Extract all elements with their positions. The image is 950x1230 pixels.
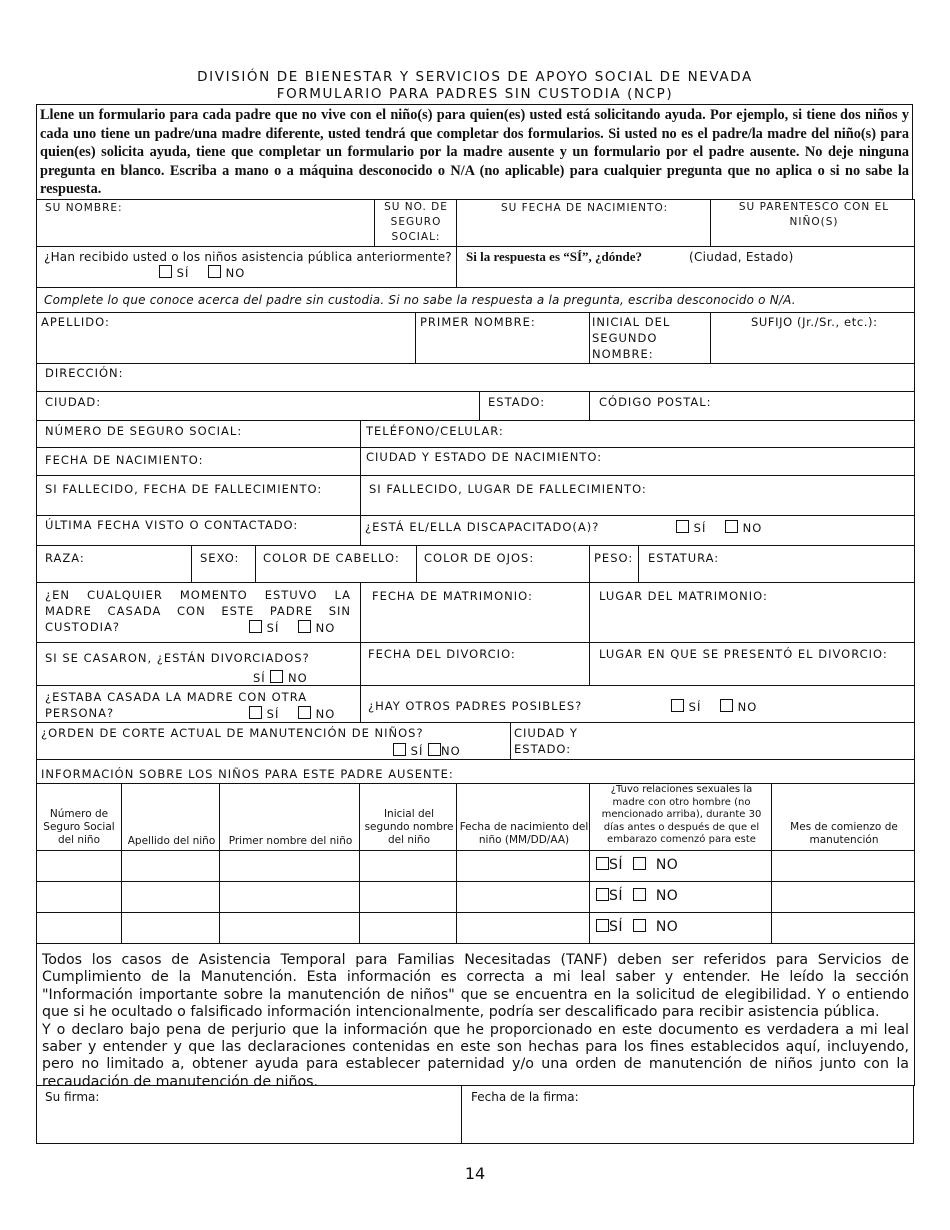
ncp-court-order-cell xyxy=(36,722,511,760)
children-section-header xyxy=(36,759,915,784)
ncp-divorced-cell xyxy=(36,642,361,686)
children-col-lastname-header xyxy=(121,783,220,851)
ncp-last-name-label: APELLIDO: xyxy=(41,315,110,329)
ncp-first-name-field[interactable] xyxy=(415,312,590,364)
ncp-divorce-place-label: LUGAR EN QUE SE PRESENTÓ EL DIVORCIO: xyxy=(599,647,888,661)
applicant-relationship-label: SU PARENTESCO CON EL NIÑO(S) xyxy=(738,201,890,228)
ncp-death-date-label: SI FALLECIDO, FECHA DE FALLECIMIENTO: xyxy=(45,482,323,496)
ncp-disabled-options: SÍ NO xyxy=(676,520,762,535)
child2-dob-input[interactable] xyxy=(456,881,590,913)
children-col-ssn-header xyxy=(36,783,122,851)
ncp-marriage-date-label: FECHA DE MATRIMONIO: xyxy=(372,589,533,603)
ncp-middle-initial-field[interactable] xyxy=(589,312,711,364)
child3-support-input[interactable] xyxy=(771,912,915,944)
child2-support-input[interactable] xyxy=(771,881,915,913)
ncp-birthplace-field[interactable] xyxy=(360,447,915,476)
child1-lastname-input[interactable] xyxy=(121,850,220,882)
ncp-hair-field[interactable] xyxy=(255,545,417,583)
child1-no-checkbox[interactable] xyxy=(633,857,646,870)
applicant-dob-label: SU FECHA DE NACIMIENTO: xyxy=(500,202,669,214)
ncp-sex-label: SEXO: xyxy=(200,551,240,565)
ncp-ssn-field[interactable] xyxy=(36,420,361,448)
where-question: Si la respuesta es “SÍ”, ¿dónde? xyxy=(466,249,643,264)
ncp-race-label: RAZA: xyxy=(45,551,85,565)
child2-middle-input[interactable] xyxy=(359,881,457,913)
ncp-other-parents-question: ¿HAY OTROS PADRES POSIBLES? xyxy=(368,699,583,713)
ncp-last-seen-field[interactable] xyxy=(36,515,361,546)
ncp-married-options: SÍ NO xyxy=(249,620,335,635)
child3-relations-cell: SÍ NO xyxy=(589,912,772,944)
other-parents-no-checkbox[interactable] xyxy=(720,699,733,712)
children-col-dob-header xyxy=(456,783,590,851)
child1-firstname-input[interactable] xyxy=(219,850,360,882)
married-yes-checkbox[interactable] xyxy=(249,620,262,633)
public-assistance-question: ¿Han recibido usted o los niños asistencia pública anteriormente? xyxy=(44,250,452,264)
ncp-marriage-date-field[interactable] xyxy=(360,582,590,643)
child2-relations-cell: SÍ NO xyxy=(589,881,772,913)
child1-yes-checkbox[interactable] xyxy=(596,857,609,870)
child3-no-checkbox[interactable] xyxy=(633,919,646,932)
children-col-firstname-header xyxy=(219,783,360,851)
ncp-death-date-field[interactable] xyxy=(36,475,361,516)
applicant-name-label: SU NOMBRE: xyxy=(45,202,123,214)
public-assistance-yes-checkbox[interactable] xyxy=(159,265,172,278)
signature-date-label: Fecha de la firma: xyxy=(471,1090,579,1104)
ncp-marriage-place-field[interactable] xyxy=(589,582,915,643)
ncp-death-place-field[interactable] xyxy=(360,475,915,516)
ncp-phone-field[interactable] xyxy=(360,420,915,448)
ncp-divorce-date-field[interactable] xyxy=(360,642,590,686)
children-col-middle-label: Inicial del segundo nombre del niño xyxy=(364,808,454,846)
applicant-ssn-label: SU NO. DE SEGURO SOCIAL: xyxy=(384,201,448,243)
ncp-married-cell xyxy=(36,582,361,643)
declaration-para2: Y o declaro bajo pena de perjurio que la información que he proporcionado en este documento es verdadera a mi leal saber y entender y que las declaraciones contenidas en este son hechas para los fines establecidos aquí, incluyendo, pero no limitado a, obtener ayuda para establecer paternidad y/o una orden de manutención de niños junto con la recaudación de manutención de niños. xyxy=(42,1021,909,1090)
ncp-zip-field[interactable] xyxy=(589,391,915,421)
ncp-first-name-label: PRIMER NOMBRE: xyxy=(420,315,536,329)
child2-firstname-input[interactable] xyxy=(219,881,360,913)
applicant-ssn-field[interactable] xyxy=(374,199,457,247)
court-order-yes-checkbox[interactable] xyxy=(393,743,406,756)
ncp-sex-field[interactable] xyxy=(191,545,256,583)
form-title-line1: DIVISIÓN DE BIENESTAR Y SERVICIOS DE APOYO SOCIAL DE NEVADA xyxy=(197,69,753,85)
ncp-eyes-label: COLOR DE OJOS: xyxy=(424,551,535,565)
ncp-last-name-field[interactable] xyxy=(36,312,416,364)
signature-date-field[interactable] xyxy=(461,1085,914,1144)
where-hint: (Ciudad, Estado) xyxy=(689,250,794,264)
divorced-no-checkbox[interactable] xyxy=(270,670,283,683)
ncp-court-order-options: SÍ NO xyxy=(393,743,461,758)
children-col-support-header xyxy=(771,783,915,851)
applicant-dob-field[interactable] xyxy=(456,199,711,247)
child1-dob-input[interactable] xyxy=(456,850,590,882)
ncp-court-order-question: ¿ORDEN DE CORTE ACTUAL DE MANUTENCIÓN DE NIÑOS? xyxy=(41,726,424,740)
ncp-other-person-options: SÍ NO xyxy=(249,706,335,721)
ncp-zip-label: CÓDIGO POSTAL: xyxy=(599,395,712,409)
ncp-court-city-state-field[interactable] xyxy=(510,722,915,760)
child2-yes-checkbox[interactable] xyxy=(596,888,609,901)
ncp-married-question: ¿EN CUALQUIER MOMENTO ESTUVO LA MADRE CASADA CON ESTE PADRE SIN CUSTODIA? xyxy=(45,588,351,634)
ncp-address-label: DIRECCIÓN: xyxy=(45,366,124,380)
ncp-disabled-cell xyxy=(360,515,915,546)
child2-ssn-input[interactable] xyxy=(36,881,122,913)
child2-no-checkbox[interactable] xyxy=(633,888,646,901)
child1-relations-cell: SÍ NO xyxy=(589,850,772,882)
other-person-no-checkbox[interactable] xyxy=(298,706,311,719)
ncp-state-label: ESTADO: xyxy=(488,395,546,409)
public-assistance-where-field[interactable] xyxy=(456,246,915,288)
ncp-other-person-cell xyxy=(36,685,361,723)
ncp-weight-field[interactable] xyxy=(589,545,639,583)
ncp-hair-label: COLOR DE CABELLO: xyxy=(263,551,400,565)
child3-firstname-input[interactable] xyxy=(219,912,360,944)
ncp-state-field[interactable] xyxy=(479,391,590,421)
other-person-yes-checkbox[interactable] xyxy=(249,706,262,719)
ncp-weight-label: PESO: xyxy=(594,551,634,565)
child3-yes-checkbox[interactable] xyxy=(596,919,609,932)
ncp-phone-label: TELÉFONO/CELULAR: xyxy=(366,424,504,438)
signature-field[interactable] xyxy=(36,1085,462,1144)
child3-ssn-input[interactable] xyxy=(36,912,122,944)
children-col-relations-label: ¿Tuvo relaciones sexuales la madre con otro hombre (no mencionado arriba), durante 30 días antes o después de que el embarazo comenzó para este xyxy=(601,784,762,845)
ncp-other-parents-options: SÍ NO xyxy=(671,699,757,714)
applicant-name-field[interactable] xyxy=(36,199,375,247)
applicant-relationship-field[interactable] xyxy=(710,199,915,247)
ncp-middle-initial-label: INICIAL DEL SEGUNDO NOMBRE: xyxy=(592,315,671,361)
ncp-other-person-question: ¿ESTABA CASADA LA MADRE CON OTRA PERSONA? xyxy=(45,690,308,720)
ncp-ssn-label: NÚMERO DE SEGURO SOCIAL: xyxy=(45,424,243,438)
ncp-race-field[interactable] xyxy=(36,545,192,583)
public-assistance-no-checkbox[interactable] xyxy=(208,265,221,278)
declaration-text xyxy=(42,952,909,1091)
child3-dob-input[interactable] xyxy=(456,912,590,944)
ncp-eyes-field[interactable] xyxy=(416,545,590,583)
children-col-dob-label: Fecha de nacimiento del niño (MM/DD/AA) xyxy=(459,821,589,846)
child1-middle-input[interactable] xyxy=(359,850,457,882)
page-number: 14 xyxy=(464,1164,486,1183)
public-assistance-cell xyxy=(36,246,457,288)
married-no-checkbox[interactable] xyxy=(298,620,311,633)
child1-ssn-input[interactable] xyxy=(36,850,122,882)
declaration-para1: Todos los casos de Asistencia Temporal para Familias Necesitadas (TANF) deben ser referidos para Servicios de Cumplimiento de la Manutención. Esta información es correcta a mi leal saber y entender. He leído la sección "Información importante sobre la manutención de niños" que se encuentra en la solicitud de elegibilidad. Y o entiendo que si he ocultado o falsificado información intencionalmente, podría ser descalificado para recibir asistencia pública. xyxy=(42,952,909,1021)
ncp-address-field[interactable] xyxy=(36,363,915,392)
children-col-lastname-label: Apellido del niño xyxy=(127,835,216,847)
disabled-no-checkbox[interactable] xyxy=(725,520,738,533)
ncp-other-parents-cell xyxy=(360,685,915,723)
child3-lastname-input[interactable] xyxy=(121,912,220,944)
ncp-death-place-label: SI FALLECIDO, LUGAR DE FALLECIMIENTO: xyxy=(369,482,647,496)
ncp-court-city-state-label: CIUDAD Y ESTADO: xyxy=(514,726,578,756)
ncp-divorced-question: SI SE CASARON, ¿ESTÁN DIVORCIADOS? xyxy=(45,651,310,665)
public-assistance-options: SÍ NO xyxy=(159,265,245,280)
ncp-instruction: Complete lo que conoce acerca del padre sin custodia. Si no sabe la respuesta a la pregunta, escriba desconocido o N/A. xyxy=(44,293,796,307)
ncp-suffix-field[interactable] xyxy=(710,312,915,364)
ncp-disabled-question: ¿ESTÁ EL/ELLA DISCAPACITADO(A)? xyxy=(365,520,600,534)
children-section-title: INFORMACIÓN SOBRE LOS NIÑOS PARA ESTE PADRE AUSENTE: xyxy=(41,767,454,781)
ncp-birthplace-label: CIUDAD Y ESTADO DE NACIMIENTO: xyxy=(366,450,603,464)
ncp-divorce-place-field[interactable] xyxy=(589,642,915,686)
ncp-divorced-options: SÍ NO xyxy=(253,671,308,685)
ncp-height-label: ESTATURA: xyxy=(648,551,720,565)
ncp-suffix-label: SUFIJO (Jr./Sr., etc.): xyxy=(751,315,878,329)
ncp-dob-field[interactable] xyxy=(36,447,361,476)
ncp-city-label: CIUDAD: xyxy=(45,395,102,409)
declaration-box xyxy=(36,943,915,1090)
other-parents-yes-checkbox[interactable] xyxy=(671,699,684,712)
ncp-dob-label: FECHA DE NACIMIENTO: xyxy=(45,453,204,467)
child1-support-input[interactable] xyxy=(771,850,915,882)
children-col-firstname-label: Primer nombre del niño xyxy=(228,835,353,847)
instructions-box: Llene un formulario para cada padre que no vive con el niño(s) para quien(es) usted está solicitando ayuda. Por ejemplo, si tiene dos niños y cada uno tiene un padre/una madre diferente, usted tendrá que completar dos formularios. Si usted no es el padre/la madre del niño(s) para quien(es) solicita ayuda, tiene que completar un formulario por la madre ausente y un formulario por el padre ausente. No deje ninguna pregunta en blanco. Escriba a mano o a máquina desconocido o N/A (no aplicable) para cualquier pregunta que no aplica o si no sabe la respuesta. xyxy=(36,104,913,200)
children-col-support-label: Mes de comienzo de manutención xyxy=(790,821,898,846)
ncp-height-field[interactable] xyxy=(638,545,915,583)
children-col-middle-header xyxy=(359,783,457,851)
ncp-last-seen-label: ÚLTIMA FECHA VISTO O CONTACTADO: xyxy=(45,518,299,532)
children-col-relations-header xyxy=(589,783,772,851)
signature-label: Su firma: xyxy=(45,1090,100,1104)
ncp-marriage-place-label: LUGAR DEL MATRIMONIO: xyxy=(599,589,768,603)
child3-middle-input[interactable] xyxy=(359,912,457,944)
ncp-city-field[interactable] xyxy=(36,391,480,421)
child2-lastname-input[interactable] xyxy=(121,881,220,913)
disabled-yes-checkbox[interactable] xyxy=(676,520,689,533)
ncp-divorce-date-label: FECHA DEL DIVORCIO: xyxy=(368,647,516,661)
court-order-no-checkbox[interactable] xyxy=(428,743,441,756)
children-col-ssn-label: Número de Seguro Social del niño xyxy=(43,808,115,846)
ncp-instruction-cell xyxy=(36,287,915,313)
form-title-line2: FORMULARIO PARA PADRES SIN CUSTODIA (NCP) xyxy=(276,86,674,102)
